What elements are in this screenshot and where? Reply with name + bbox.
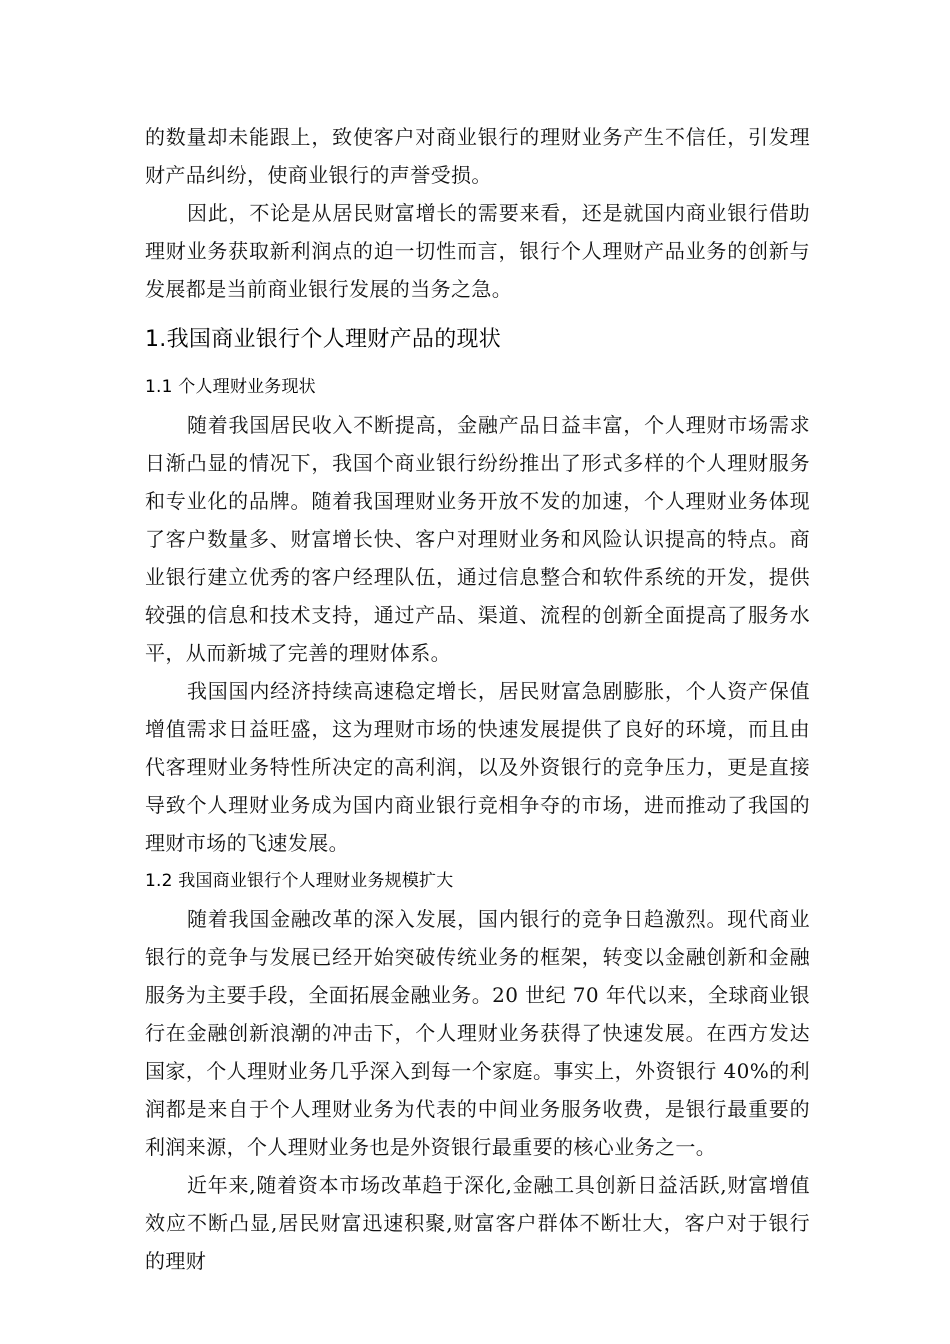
section-heading-1: 1.我国商业银行个人理财产品的现状 [145, 327, 502, 352]
paragraph-1-2-a: 随着我国金融改革的深入发展，国内银行的竞争日趋激烈。现代商业银行的竞争与发展已经开始突破传统业务的框架，转变以金融创新和金融服务为主要手段，全面拓展金融业务。20 世纪 70 年代以来，全球商业银行在金融创新浪潮的冲击下，个人理财业务获得了快速发展。在西方发达国家，个人理财业务几乎深入到每一个家庭。事实上，外资银行 40%的利润都是来自于个人理财业务为代表的中间业务服务收费，是银行最重要的利润来源，个人理财业务也是外资银行最重要的核心业务之一。 [145, 907, 810, 1159]
document-body [145, 118, 810, 1280]
paragraph-conclusion: 因此，不论是从居民财富增长的需要来看，还是就国内商业银行借助理财业务获取新利润点的迫一切性而言，银行个人理财产品业务的创新与发展都是当前商业银行发展的当务之急。 [145, 201, 810, 301]
paragraph-continuation: 的数量却未能跟上，致使客户对商业银行的理财业务产生不信任，引发理财产品纠纷，使商业银行的声誉受损。 [145, 125, 810, 187]
section-heading-1-2: 1.2 我国商业银行个人理财业务规模扩大 [145, 871, 454, 891]
section-heading-1-1: 1.1 个人理财业务现状 [145, 377, 316, 397]
paragraph-1-1-b: 我国国内经济持续高速稳定增长，居民财富急剧膨胀，个人资产保值增值需求日益旺盛，这为理财市场的快速发展提供了良好的环境，而且由代客理财业务特性所决定的高利润，以及外资银行的竞争压力，更是直接导致个人理财业务成为国内商业银行竞相争夺的市场，进而推动了我国的理财市场的飞速发展。 [145, 679, 810, 855]
paragraph-1-2-b: 近年来,随着资本市场改革趋于深化,金融工具创新日益活跃,财富增值效应不断凸显,居民财富迅速积聚,财富客户群体不断壮大，客户对于银行的理财 [145, 1173, 810, 1273]
paragraph-1-1-a: 随着我国居民收入不断提高，金融产品日益丰富，个人理财市场需求日渐凸显的情况下，我国个商业银行纷纷推出了形式多样的个人理财服务和专业化的品牌。随着我国理财业务开放不发的加速，个人理财业务体现了客户数量多、财富增长快、客户对理财业务和风险认识提高的特点。商业银行建立优秀的客户经理队伍，通过信息整合和软件系统的开发，提供较强的信息和技术支持，通过产品、渠道、流程的创新全面提高了服务水平，从而新城了完善的理财体系。 [145, 413, 810, 665]
